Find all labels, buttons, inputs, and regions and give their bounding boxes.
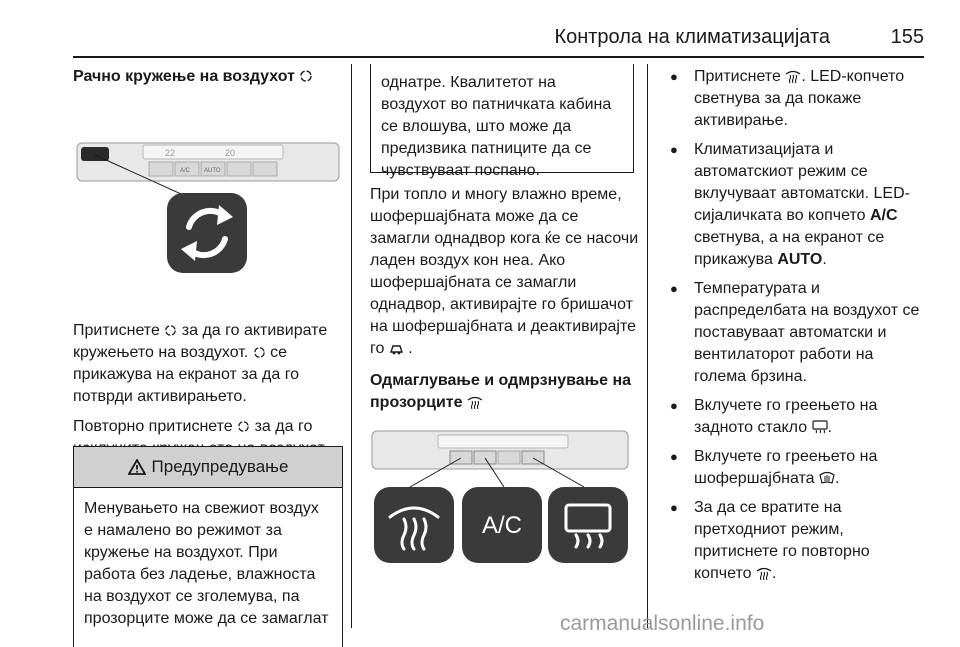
recirculation-icon — [237, 420, 250, 433]
warning-text: Менувањето на свежиот воздух е намалено во режимот за кружење на воздухот. При работа без ладење, влажноста на воздухот се зголемува, па прозорците може да се замаглат — [84, 500, 329, 627]
rear-window-heater-button — [548, 487, 628, 563]
panel-left-temp: 22 — [165, 148, 176, 158]
panel-right-temp: 20 — [225, 148, 236, 158]
section-heading-recirculation: Рачно кружење на воздухот — [73, 66, 343, 88]
list-item: ● За да се вратите на претходниот режим, притиснете го повторно копчето . — [668, 497, 930, 585]
header-rule — [73, 56, 924, 58]
recirculation-button-enlarged — [167, 193, 247, 273]
rear-window-heater-icon — [812, 420, 828, 434]
warning-title: Предупредување — [151, 457, 289, 476]
column-divider-1 — [351, 64, 352, 628]
column-divider-2 — [647, 64, 648, 628]
paragraph-fogging: При топло и многу влажно време, шофершајбната може да се замагли однадвор кога ќе се насочи ладен воздух кон неа. Ако шофершајбната се замагли однадвор, активирајте го бришачот на шофершајбната и деактивирајте го . — [370, 186, 639, 357]
warning-header — [74, 447, 342, 488]
watermark: carmanualsonline.info — [560, 612, 765, 635]
warning-box — [73, 446, 343, 647]
windshield-defrost-button — [374, 487, 454, 563]
recirculation-button-figure — [73, 135, 343, 275]
defog-buttons-figure — [370, 425, 632, 567]
paragraph-deactivate: Повторно притиснете за да го — [73, 418, 313, 435]
windshield-defrost-icon — [785, 69, 801, 83]
auto-label: AUTO — [777, 251, 823, 268]
list-item: ● Климатизацијата и автоматскиот режим се вклучуваат автоматски. LED-сијаличката во копчето A/C светнува, а на екранот се прикажува AUTO. — [668, 139, 930, 271]
page-header-title: Контрола на климатизацијата — [554, 26, 830, 48]
warning-triangle-icon — [128, 459, 146, 475]
column-1 — [73, 66, 343, 88]
ac-button-label: A/C — [481, 512, 523, 539]
page-number: 155 — [890, 26, 924, 48]
recirculation-icon — [299, 69, 313, 83]
column-3 — [668, 66, 930, 592]
warning-box-continued — [370, 64, 634, 179]
list-item: ● Притиснете . LED-копчето светнува за да покаже активирање. — [668, 66, 930, 132]
list-item: ● Температурата и распределбата на воздухот се поставуваат автоматски и вентилаторот работи на голема брзина. — [668, 278, 930, 388]
paragraph-activate: Притиснете за да го активирате кружењето на воздухот. се прикажува на екранот за да го потврди активирањето. — [73, 322, 328, 405]
warning-continued-text: однатре. Квалитетот на воздухот во патничката кабина се влошува, што може да предизвика патниците да се чувствуваат поспано. — [381, 74, 612, 179]
defog-steps-list — [668, 66, 930, 585]
panel-button-row — [149, 162, 277, 176]
panel-auto-label: AUTO — [204, 168, 221, 174]
list-item: ● Вклучете го греењето на шофершајбната . — [668, 446, 930, 490]
recirculation-car-icon — [389, 342, 404, 355]
list-item: ● Вклучете го греењето на задното стакло . — [668, 395, 930, 439]
panel-display — [143, 145, 283, 159]
recirculation-icon — [164, 324, 177, 337]
recirculation-icon — [253, 346, 266, 359]
panel-display — [438, 435, 568, 448]
windshield-heater-icon — [819, 471, 835, 485]
column-2-text — [370, 184, 640, 414]
windshield-defrost-icon — [467, 395, 483, 409]
section-heading-defog: Одмаглување и одмрзнување на прозорците — [370, 372, 632, 411]
windshield-defrost-icon — [756, 566, 772, 580]
panel-ac-label: A/C — [180, 168, 191, 174]
ac-button-label: A/C — [870, 207, 898, 224]
